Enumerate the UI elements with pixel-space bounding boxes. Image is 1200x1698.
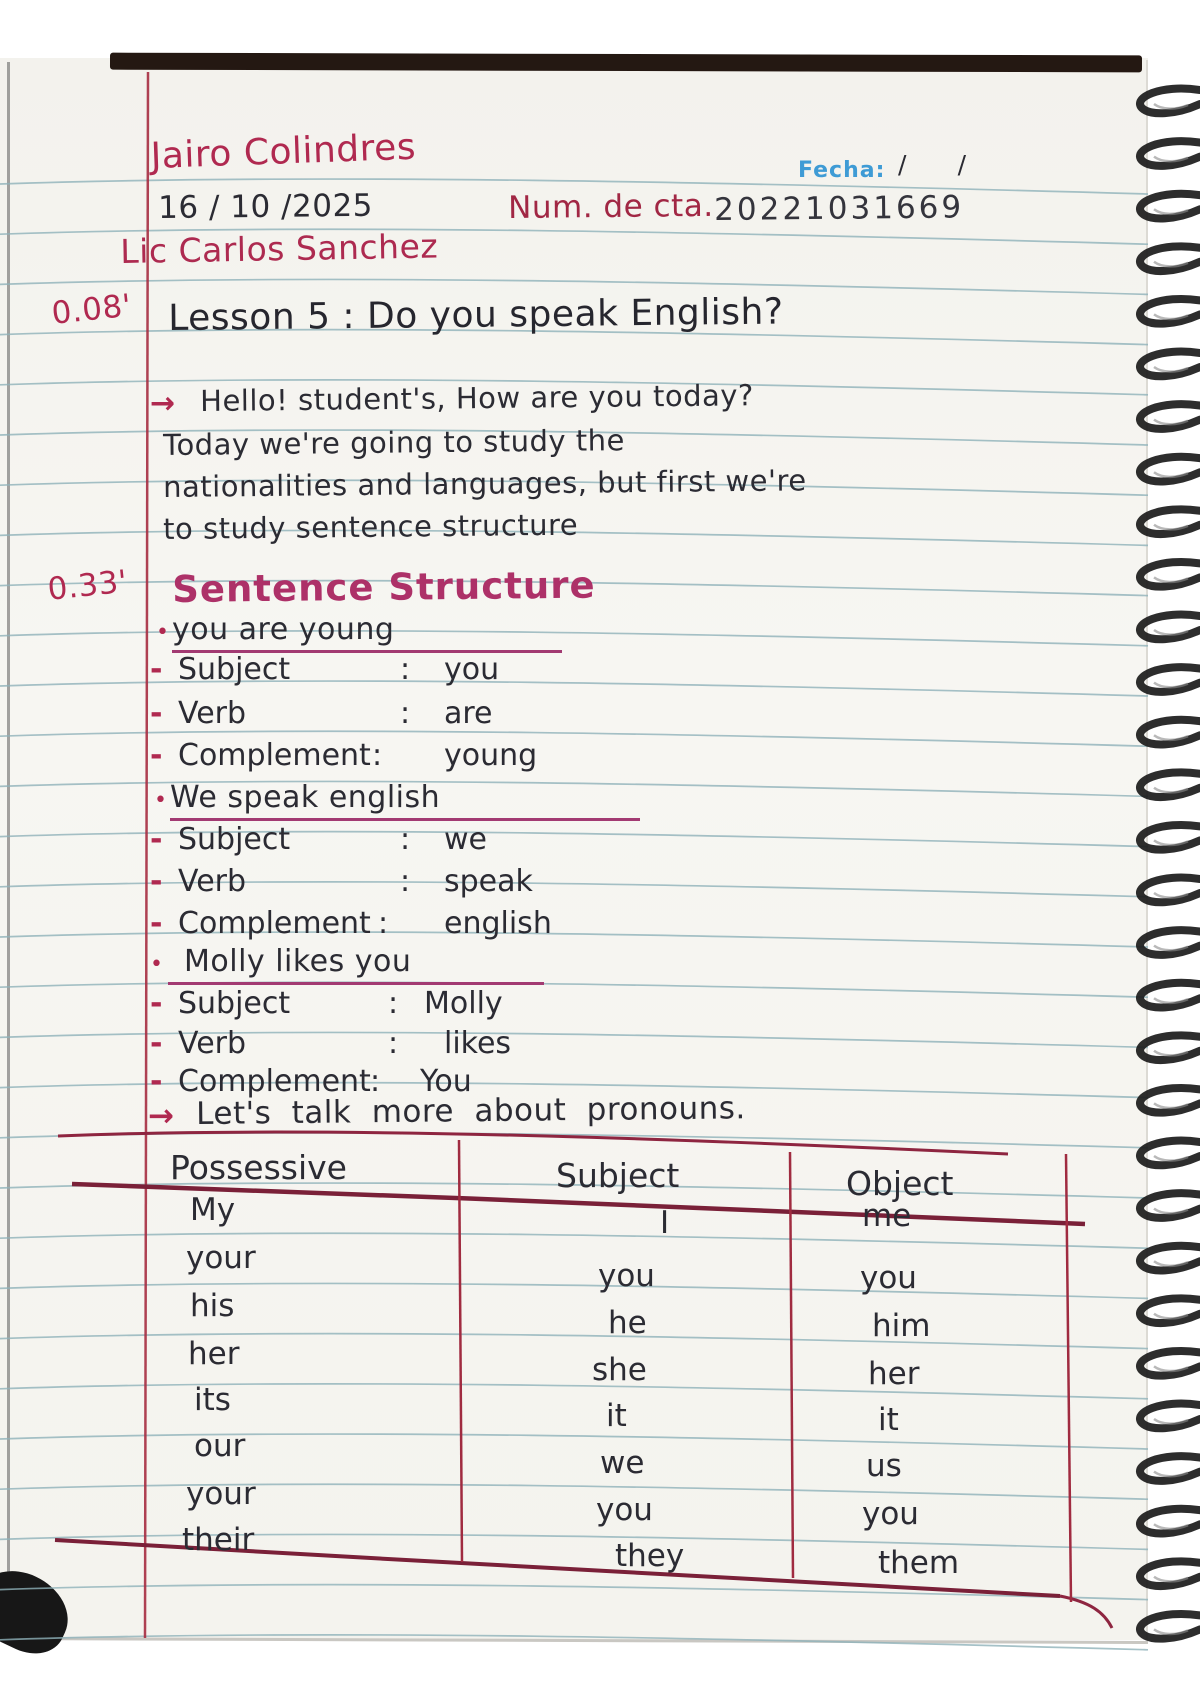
pronoun-cell: your	[186, 1476, 256, 1512]
part-label: Complement	[178, 906, 371, 941]
pronoun-cell: you	[598, 1258, 655, 1294]
example-sentence-2: We speak english	[170, 780, 640, 821]
section-title: Sentence Structure	[172, 563, 596, 611]
account-label: Num. de cta.	[508, 187, 714, 226]
date: 16 / 10 /2025	[158, 187, 374, 226]
pronoun-cell: them	[878, 1545, 960, 1581]
pronoun-cell: it	[878, 1402, 899, 1438]
grammar-part	[0, 738, 1100, 782]
pronoun-cell: you	[862, 1496, 919, 1532]
dash-mark: -	[150, 1064, 163, 1099]
time-marker-1: 0.08'	[50, 287, 134, 332]
grammar-part	[0, 822, 1100, 866]
part-label: Complement	[178, 738, 371, 773]
part-value: you	[444, 652, 500, 687]
part-value: likes	[444, 1026, 512, 1061]
part-label: Verb	[178, 864, 247, 899]
grammar-part	[0, 864, 1100, 908]
part-label: Verb	[178, 696, 247, 731]
dash-mark: -	[150, 1026, 163, 1061]
part-value: speak	[444, 864, 533, 899]
part-label: Subject	[178, 986, 291, 1021]
time-marker-2: 0.33'	[46, 563, 130, 608]
grammar-part	[0, 696, 1100, 740]
intro-line-3: nationalities and languages, but first we're	[163, 463, 807, 504]
table-divider-1	[459, 1140, 462, 1562]
part-value: english	[444, 906, 552, 941]
colon-mark: :	[370, 1064, 381, 1099]
pronoun-cell: they	[615, 1538, 685, 1574]
grammar-part	[0, 652, 1100, 696]
part-label: Subject	[178, 652, 291, 687]
spiral-binding	[1140, 89, 1200, 1639]
dash-mark: -	[150, 696, 163, 731]
pronouns-arrow-icon: →	[148, 1098, 175, 1134]
colon-mark: :	[372, 738, 383, 773]
fecha-label: Fecha:	[798, 158, 886, 183]
colon-mark: :	[400, 822, 411, 857]
part-label: Subject	[178, 822, 291, 857]
pronoun-cell: its	[194, 1382, 231, 1418]
pronoun-table-header-subject: Subject	[556, 1156, 680, 1195]
colon-mark: :	[378, 906, 389, 941]
part-value: we	[444, 822, 487, 857]
pronoun-cell: you	[860, 1260, 917, 1296]
bullet-icon: •	[150, 952, 163, 977]
pronoun-cell: we	[600, 1445, 645, 1481]
dash-mark: -	[150, 652, 163, 687]
pronoun-cell: me	[862, 1198, 912, 1234]
colon-mark: :	[388, 986, 399, 1021]
pronoun-cell: she	[592, 1352, 647, 1388]
example-sentence-3: Molly likes you	[168, 944, 544, 985]
table-bottom-flick	[1060, 1596, 1112, 1628]
pronoun-table-header-object: Object	[846, 1164, 954, 1203]
dash-mark: -	[150, 822, 163, 857]
pronoun-table-header-possessive: Possessive	[170, 1148, 347, 1187]
intro-line-1: Hello! student's, How are you today?	[200, 378, 755, 418]
bullet-icon: •	[156, 620, 169, 645]
intro-line-4: to study sentence structure	[163, 507, 579, 546]
colon-mark: :	[400, 652, 411, 687]
pronoun-cell: her	[868, 1356, 920, 1392]
pronoun-cell: us	[866, 1448, 902, 1484]
colon-mark: :	[400, 696, 411, 731]
part-label: Verb	[178, 1026, 247, 1061]
pronoun-cell: he	[608, 1305, 647, 1341]
pronoun-cell: My	[190, 1192, 236, 1228]
table-divider-2	[790, 1152, 793, 1578]
pronoun-cell: our	[194, 1428, 246, 1464]
part-value: Molly	[424, 986, 503, 1021]
dash-mark: -	[150, 906, 163, 941]
example-sentence-1: you are young	[172, 612, 562, 653]
part-label: Complement	[178, 1064, 371, 1099]
bullet-icon: •	[154, 788, 167, 813]
account-number: 20221031669	[714, 189, 965, 228]
intro-arrow-icon: →	[150, 386, 176, 421]
dash-mark: -	[150, 986, 163, 1021]
part-value: are	[444, 696, 493, 731]
colon-mark: :	[388, 1026, 399, 1061]
pronoun-cell: you	[596, 1492, 653, 1528]
teacher-name: Lic Carlos Sanchez	[120, 226, 439, 271]
pronoun-cell: him	[872, 1308, 931, 1344]
pronoun-cell: his	[190, 1288, 235, 1324]
pronouns-intro: Let's talk more about pronouns.	[196, 1090, 746, 1132]
pronoun-cell: their	[182, 1522, 255, 1558]
fecha-value: / /	[898, 150, 967, 179]
pronoun-cell: your	[186, 1240, 256, 1276]
lesson-title: Lesson 5 : Do you speak English?	[168, 291, 784, 339]
pronoun-cell: her	[188, 1336, 240, 1372]
pronoun-cell: I	[660, 1205, 670, 1241]
dash-mark: -	[150, 738, 163, 773]
student-name: Jairo Colindres	[150, 126, 417, 177]
part-value: You	[420, 1064, 472, 1099]
dash-mark: -	[150, 864, 163, 899]
colon-mark: :	[400, 864, 411, 899]
pronoun-cell: it	[606, 1398, 627, 1434]
grammar-part	[0, 906, 1100, 950]
intro-line-2: Today we're going to study the	[163, 423, 626, 462]
part-value: young	[444, 738, 538, 773]
grammar-part	[0, 986, 1100, 1030]
